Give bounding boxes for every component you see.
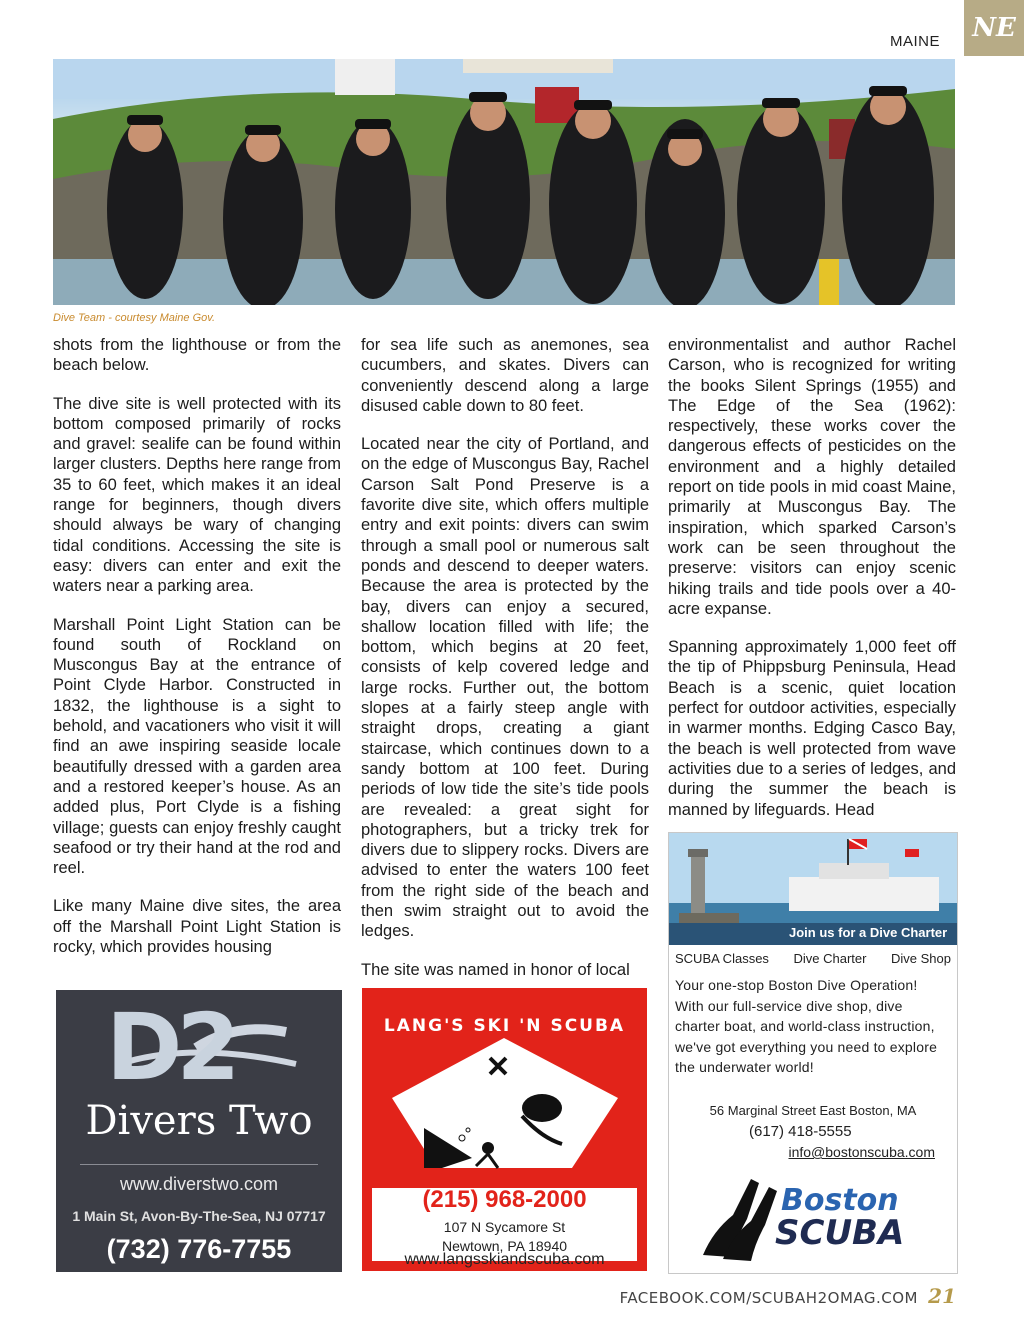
boston-address: 56 Marginal Street East Boston, MA xyxy=(709,1103,917,1118)
langs-ad-inner xyxy=(372,998,637,1268)
page-number: 21 xyxy=(928,1284,956,1308)
langs-phone: (215) 968-2000 xyxy=(422,1186,587,1213)
boston-phone: (617) 418-5555 xyxy=(749,1123,852,1140)
article-column-2 xyxy=(361,335,649,998)
paragraph: for sea life such as anemones, sea cucumbers, and skates. Divers can conveniently descend along a large disused cable down to 80 feet. xyxy=(361,336,649,415)
divers-two-name: Divers Two xyxy=(85,1098,313,1144)
boston-email-link[interactable]: info@bostonscuba.com xyxy=(788,1144,935,1160)
dive-team-photo-art xyxy=(53,59,955,305)
divers-two-phone: (732) 776-7755 xyxy=(106,1234,292,1264)
langs-name: LANG'S SKI 'N SCUBA xyxy=(383,1016,626,1036)
paragraph: Spanning approximately 1,000 feet off the tip of Phippsburg Peninsula, Head Beach is a scenic, quiet location perfect for outdoor activities, especially in warmer months. Edging Casco Bay, the beach is well protected from wave activities due to a series of ledges, and during the summer the beach is manned by lifeguards. Head xyxy=(668,638,956,819)
service-dive-charter[interactable]: Dive Charter xyxy=(793,951,867,966)
divider xyxy=(80,1164,318,1165)
paragraph: shots from the lighthouse or from the beach below. xyxy=(53,336,341,375)
dive-charter-banner: Join us for a Dive Charter xyxy=(789,925,948,940)
article-column-3 xyxy=(668,335,956,838)
boston-scuba-logo xyxy=(693,1171,943,1263)
boston-logo-line1: Boston xyxy=(781,1183,899,1218)
service-scuba-classes[interactable]: SCUBA Classes xyxy=(675,951,769,966)
langs-address-line2: Newtown, PA 18940 xyxy=(441,1238,568,1254)
dive-team-photo xyxy=(53,59,955,305)
region-badge: NE xyxy=(964,0,1024,56)
photo-caption: Dive Team - courtesy Maine Gov. xyxy=(53,312,216,324)
paragraph: Like many Maine dive sites, the area off the Marshall Point Light Station is rocky, which provides housing xyxy=(53,897,341,957)
divers-two-address: 1 Main St, Avon-By-The-Sea, NJ 07717 xyxy=(72,1208,326,1224)
dive-charter-photo xyxy=(669,833,957,945)
paragraph: Marshall Point Light Station can be found south of Rockland on Muscongus Bay at the entrance of Point Clyde Harbor. Constructed in 1832, the lighthouse is a sight to behold, and vacationers who visit it will find an awe inspiring seaside locale beautifully dressed with a garden area and a restored keeper’s house. As an added plus, Port Clyde is a fishing village; guests can enjoy freshly caught seafood or try their hand at the rod and reel. xyxy=(53,615,341,878)
divers-two-ad[interactable] xyxy=(56,990,342,1272)
paragraph: Located near the city of Portland, and on the edge of Muscongus Bay, Rachel Carson Salt Pond Preserve is a favorite dive site, which offers multiple entry and exit points: divers can swim through a small pool or numerous salt ponds and descend to deeper waters. Because the area is protected by the bay, divers can enjoy a secured, shallow location filled with life; the bottom, which begins at 20 feet, consists of kelp covered ledge and large rocks. Further out, the bottom slopes at a fairly steep angle with straight drops, creating a giant staircase, which continues down to a sandy bottom at 100 feet. During periods of low tide the site’s tide pools are revealed: a great sight for photographers, but a tricky trek for divers due to slippery rocks. Divers are advised to enter the waters 100 feet from the right side of the beach and then swim straight out to avoid the ledges. xyxy=(361,435,649,941)
article-column-1 xyxy=(53,335,341,975)
boston-services xyxy=(675,951,951,966)
paragraph: The dive site is well protected with its bottom composed primarily of rocks and gravel: sealife can be found within larger clusters. Depths here range from 35 to 60 feet, which makes it an ideal range for beginners, though divers should always be wary of changing tidal conditions. Accessing the site is easy: divers can enter and exit the waters near a parking area. xyxy=(53,394,341,596)
d2-logo-text: D2 xyxy=(106,994,235,1101)
section-label: MAINE xyxy=(889,33,940,50)
langs-address-line1: 107 N Sycamore St xyxy=(443,1219,566,1235)
service-dive-shop[interactable]: Dive Shop xyxy=(891,951,951,966)
divers-two-website-link[interactable]: www.diverstwo.com xyxy=(119,1174,279,1194)
langs-website-link[interactable]: www.langsskiandscuba.com xyxy=(404,1251,605,1268)
boston-description: Your one-stop Boston Dive Operation! With our full-service dive shop, dive charter boat, and world-class instruction, we've got everything you need to explore the underwater world! xyxy=(675,977,938,1075)
boston-scuba-ad[interactable] xyxy=(668,832,958,1274)
boston-logo-line2: SCUBA xyxy=(775,1213,905,1253)
footer-social-link[interactable]: FACEBOOK.COM/SCUBAH2OMAG.COM xyxy=(619,1289,918,1307)
paragraph: The site was named in honor of local xyxy=(361,960,630,979)
paragraph: environmentalist and author Rachel Carson, who is recognized for writing the books Silent Springs (1955) and The Edge of the Sea (1962): respectively, these works cover the dangerous effects of pesticides on the environment and a highly detailed report on tide pools in mid coast Maine, primarily at Muscongus Bay. The inspiration, which sparked Carson’s work can be seen throughout the preserve: visitors can enjoy scenic hiking trails and tide pools over a 40-acre expanse. xyxy=(668,336,956,618)
d2-logo xyxy=(86,994,312,1101)
langs-ski-scuba-ad[interactable] xyxy=(362,988,647,1271)
